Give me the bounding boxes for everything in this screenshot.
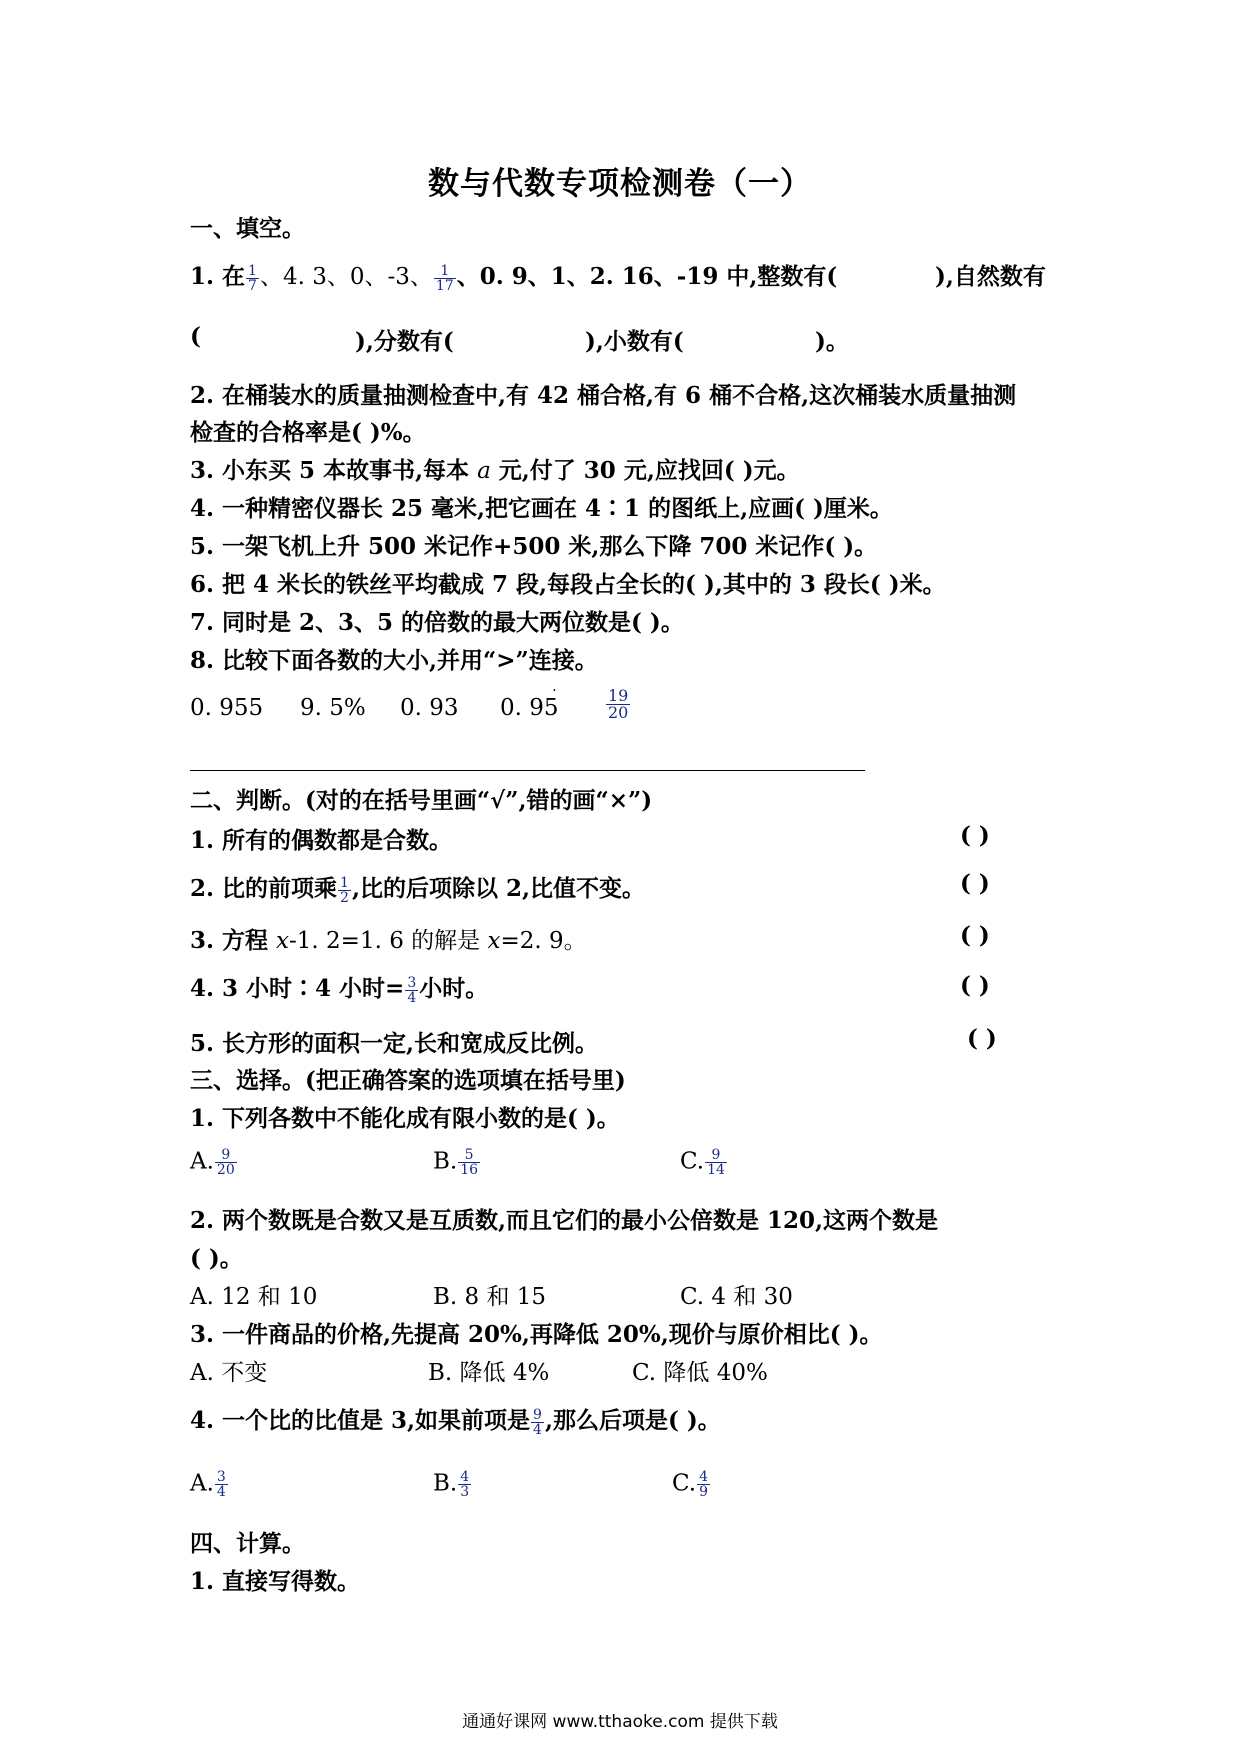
- s1-question-2-line-2: 检查的合格率是( )%。: [190, 419, 426, 446]
- s1-q8-fraction: $\frac{19}{20}$: [608, 686, 629, 722]
- s1-q8-number-4: 0. 95 ·: [500, 683, 559, 721]
- s3-q4-option-c: C. $\frac{4}{9}$: [672, 1469, 709, 1500]
- s1-q1-fraction-1: $\frac{1}{7}$: [248, 262, 257, 294]
- s3-question-2-line-2: ( )。: [190, 1245, 243, 1272]
- s2-q1-answer-paren: ( ): [960, 822, 990, 849]
- s3-q3-option-c: C. 降低 40%: [632, 1360, 768, 1386]
- s1-question-5: 5. 一架飞机上升 500 米记作+500 米,那么下降 700 米记作( )。: [190, 533, 878, 560]
- s3-q2-option-c: C. 4 和 30: [680, 1284, 793, 1310]
- s3-q4-option-a: A. $\frac{3}{4}$: [190, 1469, 226, 1500]
- s2-question-1: 1. 所有的偶数都是合数。: [190, 827, 453, 854]
- s2-q4-answer-paren: ( ): [960, 972, 990, 999]
- s3-q2-option-b: B. 8 和 15: [433, 1284, 547, 1310]
- s1-question-6: 6. 把 4 米长的铁丝平均截成 7 段,每段占全长的( ),其中的 3 段长( )米。: [190, 571, 946, 598]
- s1-q8-number-2: 9. 5%: [300, 695, 366, 721]
- s1-q1-paren-open: (: [190, 323, 201, 350]
- s1-question-8: 8. 比较下面各数的大小,并用“>”连接。: [190, 647, 598, 674]
- s3-question-3: 3. 一件商品的价格,先提高 20%,再降低 20%,现价与原价相比( )。: [190, 1321, 883, 1348]
- s1-q1-text-d: ),自然数有: [935, 263, 1046, 290]
- s2-question-5: 5. 长方形的面积一定,长和宽成反比例。: [190, 1030, 599, 1057]
- page-title: 数与代数专项检测卷（一）: [428, 166, 812, 202]
- s1-question-7: 7. 同时是 2、3、5 的倍数的最大两位数是( )。: [190, 609, 684, 636]
- s3-question-4: 4. 一个比的比值是 3,如果前项是 $\frac{9}{4}$ ,那么后项是( )。: [190, 1406, 721, 1438]
- s1-q1-text-a: 1. 在: [190, 263, 246, 290]
- s2-question-3: 3. 方程 x-1. 2=1. 6 的解是 x=2. 9。: [190, 927, 587, 954]
- s3-q3-option-b: B. 降低 4%: [428, 1360, 550, 1386]
- s2-question-4: 4. 3 小时∶4 小时= $\frac{3}{4}$ 小时。: [190, 974, 489, 1006]
- s2-q3-answer-paren: ( ): [960, 922, 990, 949]
- s3-q2-option-a: A. 12 和 10: [190, 1284, 318, 1310]
- section-2-heading: 二、判断。(对的在括号里画“√”,错的画“×”): [190, 787, 653, 814]
- s1-q1-text-f: ),小数有(: [585, 328, 684, 355]
- s3-q1-option-c: C. $\frac{9}{14}$: [680, 1147, 725, 1178]
- s3-q1-option-a: A. $\frac{9}{20}$: [190, 1147, 235, 1178]
- s3-question-2-line-1: 2. 两个数既是合数又是互质数,而且它们的最小公倍数是 120,这两个数是: [190, 1207, 939, 1234]
- s1-question-1-line-1: [190, 258, 837, 293]
- s2-question-2: 2. 比的前项乘 $\frac{1}{2}$ ,比的后项除以 2,比值不变。: [190, 874, 645, 906]
- s3-q4-option-b: B. $\frac{4}{3}$: [433, 1469, 470, 1500]
- s4-question-1: 1. 直接写得数。: [190, 1568, 361, 1595]
- section-3-heading: 三、选择。(把正确答案的选项填在括号里): [190, 1067, 626, 1094]
- section-1-heading: 一、填空。: [190, 215, 305, 242]
- s1-question-3: 3. 小东买 5 本故事书,每本 a 元,付了 30 元,应找回( )元。: [190, 457, 800, 484]
- s1-q1-text-c: 、0. 9、1、2. 16、-19 中,整数有(: [456, 263, 838, 290]
- s1-q1-text-g: )。: [815, 328, 849, 355]
- s1-question-2-line-1: 2. 在桶装水的质量抽测检查中,有 42 桶合格,有 6 桶不合格,这次桶装水质量抽测: [190, 382, 1017, 409]
- s3-q3-option-a: A. 不变: [190, 1360, 268, 1386]
- s1-q8-number-1: 0. 955: [190, 695, 264, 721]
- s3-q1-option-b: B. $\frac{5}{16}$: [433, 1147, 479, 1178]
- s2-q2-answer-paren: ( ): [960, 870, 990, 897]
- s3-question-1: 1. 下列各数中不能化成有限小数的是( )。: [190, 1105, 620, 1132]
- answer-line: [190, 770, 865, 771]
- s1-q1-text-e: ),分数有(: [355, 328, 454, 355]
- footer-download-note: 通通好课网 www.tthaoke.com 提供下载: [462, 1712, 778, 1732]
- s1-q1-text-b: 、4. 3、0、-3、: [259, 264, 433, 290]
- s1-question-4: 4. 一种精密仪器长 25 毫米,把它画在 4∶1 的图纸上,应画( )厘米。: [190, 495, 893, 522]
- s2-q5-answer-paren: ( ): [967, 1025, 997, 1052]
- s1-q8-number-3: 0. 93: [400, 695, 459, 721]
- section-4-heading: 四、计算。: [190, 1530, 305, 1557]
- s1-q1-fraction-2: $\frac{1}{17}$: [435, 262, 454, 294]
